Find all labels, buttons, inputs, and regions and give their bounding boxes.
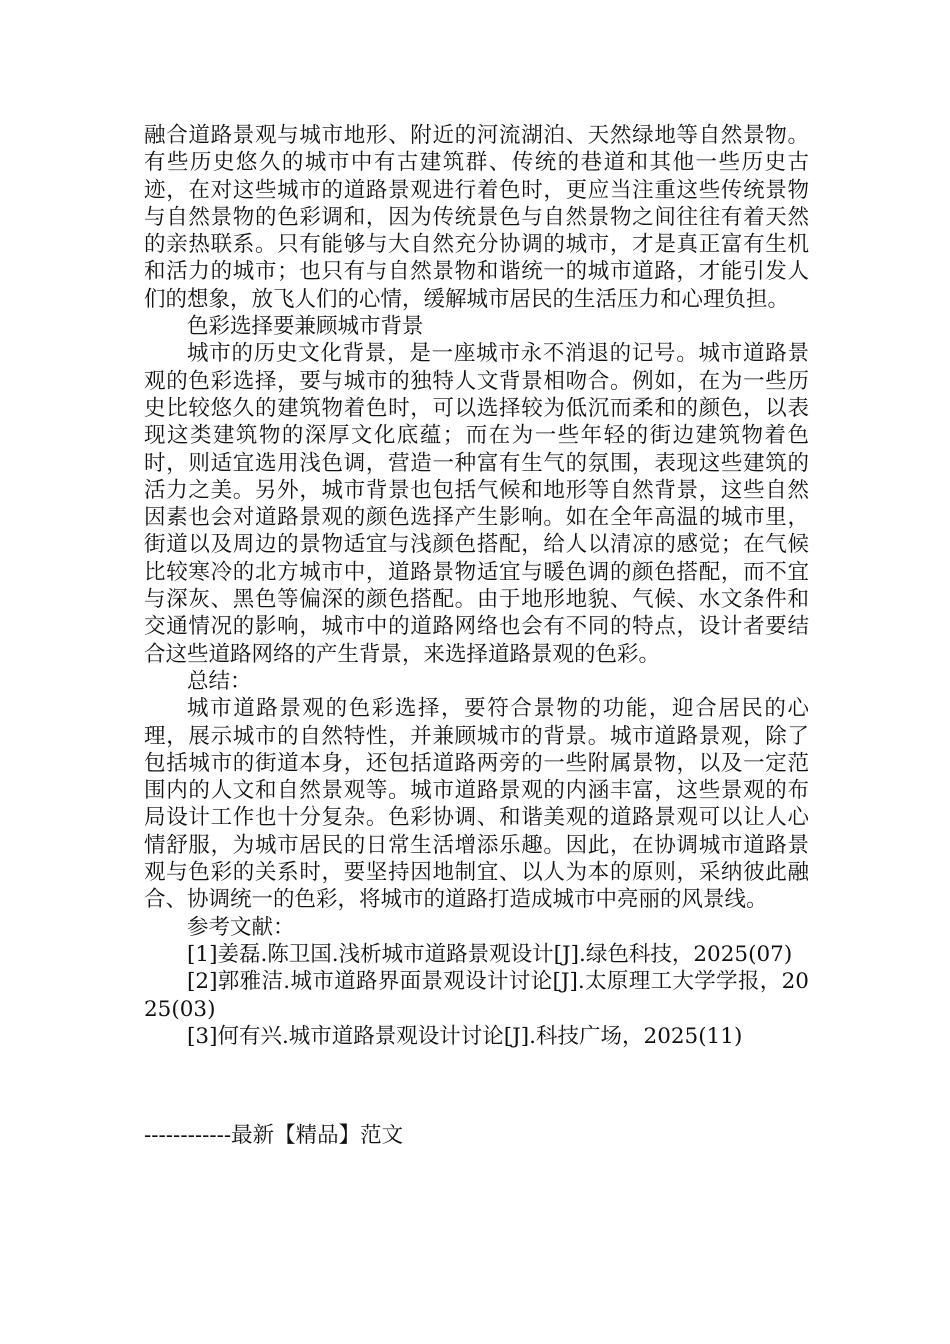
paragraph-natural-harmony: 融合道路景观与城市地形、附近的河流湖泊、天然绿地等自然景物。有些历史悠久的城市中有古建筑群、传统的巷道和其他一些历史古迹，在对这些城市的道路景观进行着色时，更应当注重这些传统景物与自然景物的色彩调和，因为传统景色与自然景物之间往往有着天然的亲热联系。只有能够与大自然充分协调的城市，才是真正富有生机和活力的城市；也只有与自然景物和谐统一的城市道路，才能引发人们的想象，放飞人们的心情，缓解城市居民的生活压力和心理负担。 (144, 123, 809, 312)
paragraph-city-background: 城市的历史文化背景，是一座城市永不消退的记号。城市道路景观的色彩选择，要与城市的独特人文背景相吻合。例如，在为一些历史比较悠久的建筑物着色时，可以选择较为低沉而柔和的颜色，以表现这类建筑物的深厚文化底蕴；而在为一些年轻的街边建筑物着色时，则适宜选用浅色调，营造一种富有生气的氛围，表现这些建筑的活力之美。另外，城市背景也包括气候和地形等自然背景，这些自然因素也会对道路景观的颜色选择产生影响。如在全年高温的城市里，街道以及周边的景物适宜与浅颜色搭配，给人以清凉的感觉；在气候比较寒冷的北方城市中，道路景物适宜与暖色调的颜色搭配，而不宜与深灰、黑色等偏深的颜色搭配。由于地形地貌、气候、水文条件和交通情况的影响，城市中的道路网络也会有不同的特点，设计者要结合这些道路网络的产生背景，来选择道路景观的色彩。 (144, 341, 809, 667)
footer-tagline: ------------最新【精品】范文 (144, 1123, 404, 1148)
reference-item-1: [1]姜磊.陈卫国.浅析城市道路景观设计[J].绿色科技，2025(07) (187, 941, 793, 967)
reference-item-3: [3]何有兴.城市道路景观设计讨论[J].科技广场，2025(11) (187, 1023, 743, 1049)
references-heading: 参考文献： (187, 914, 295, 940)
reference-item-2: [2]郭雅洁.城市道路界面景观设计讨论[J].太原理工大学学报，2025(03) (144, 969, 809, 1022)
paragraph-summary: 城市道路景观的色彩选择，要符合景物的功能，迎合居民的心理，展示城市的自然特性，并兼顾城市的背景。城市道路景观，除了包括城市的街道本身，还包括道路两旁的一些附属景物，以及一定范围内的人文和自然景观等。城市道路景观的内涵丰富，这些景观的布局设计工作也十分复杂。色彩协调、和谐美观的道路景观可以让人心情舒服，为城市居民的日常生活增添乐趣。因此，在协调城市道路景观与色彩的关系时，要坚持因地制宜、以人为本的原则，采纳彼此融合、协调统一的色彩，将城市的道路打造成城市中亮丽的风景线。 (144, 696, 809, 913)
document-body (144, 122, 809, 1050)
section-heading-city-background: 色彩选择要兼顾城市背景 (187, 314, 424, 340)
section-heading-summary: 总结： (187, 668, 252, 694)
